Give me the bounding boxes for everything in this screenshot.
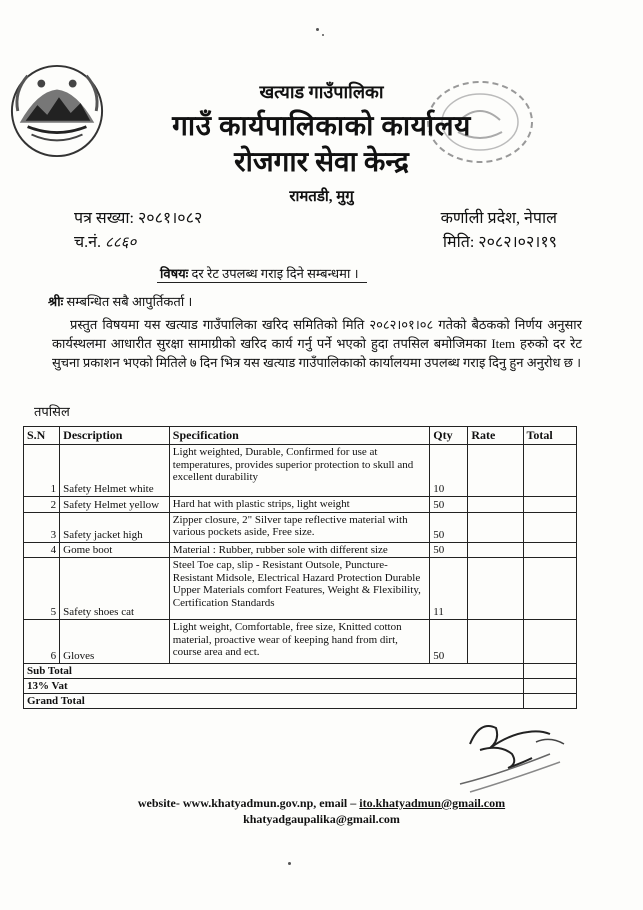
row-sn: 2 (24, 497, 60, 513)
grand-total-label: Grand Total (24, 694, 524, 709)
row-sn: 6 (24, 620, 60, 664)
vat-value (523, 679, 577, 694)
row-total (523, 558, 577, 620)
office-address: रामतडी, मुगु (289, 189, 354, 205)
footer-contact (0, 796, 643, 811)
row-rate (468, 542, 523, 558)
subtotal-value (523, 664, 577, 679)
row-specification: Zipper closure, 2" Silver tape reflective material with various pockets aside, Free size. (169, 512, 430, 542)
row-qty: 50 (430, 620, 468, 664)
scan-speck (322, 34, 324, 36)
row-sn: 3 (24, 512, 60, 542)
letter-date: मिति: २०८२।०२।१९ (442, 234, 557, 251)
header-sn: S.N (24, 427, 60, 445)
row-total (523, 542, 577, 558)
header-description: Description (60, 427, 170, 445)
subtotal-row (24, 664, 577, 679)
row-rate (468, 497, 523, 513)
header-rate: Rate (468, 427, 523, 445)
row-description: Safety jacket high (60, 512, 170, 542)
row-sn: 5 (24, 558, 60, 620)
vat-row (24, 679, 577, 694)
salutation (48, 292, 192, 310)
row-qty: 50 (430, 542, 468, 558)
body-paragraph: प्रस्तुत विषयमा यस खत्याड गाउँपालिका खरिद समितिको मिति २०८२।०१।०८ गतेको बैठकको निर्णय अनुसार कार्यस्थलमा आधारीत सुरक्षा सामाग्रीको खरिद कार्य गर्नु पर्ने भएको हुदा तपसिल बमोजिमका Item हरुको दर रेट सुचना प्रकाशन भएको मितिले ७ दिन भित्र यस खत्याड गाउँपालिकाको कार्यालयमा उपलब्ध गराइ दिनु हुन अनुरोध छ । (52, 317, 582, 370)
row-total (523, 620, 577, 664)
grand-total-value (523, 694, 577, 709)
salutation-label: श्रीः (48, 294, 64, 309)
employment-centre-name: रोजगार सेवा केन्द्र (234, 147, 409, 178)
row-qty: 10 (430, 445, 468, 497)
row-rate (468, 512, 523, 542)
row-specification: Material : Rubber, rubber sole with different size (169, 542, 430, 558)
row-specification: Hard hat with plastic strips, light weight (169, 497, 430, 513)
row-qty: 50 (430, 512, 468, 542)
reference-number: पत्र सख्या: २०८१।०८२ (74, 210, 203, 227)
row-description: Safety shoes cat (60, 558, 170, 620)
table-row (24, 497, 577, 513)
dispatch-number-value: ८८६० (105, 233, 137, 251)
row-total (523, 445, 577, 497)
table-header-row (24, 427, 577, 445)
row-description: Gloves (60, 620, 170, 664)
scan-speck (288, 862, 291, 865)
scan-speck (316, 28, 319, 31)
email-secondary[interactable]: khatyadgaupalika@gmail.com (243, 812, 400, 826)
subject-label: विषयः (160, 266, 189, 281)
row-rate (468, 558, 523, 620)
header-total: Total (523, 427, 577, 445)
municipality-name: खत्याड गाउँपालिका (259, 82, 384, 102)
table-row (24, 620, 577, 664)
province-name: कर्णाली प्रदेश, नेपाल (440, 210, 557, 227)
table-row (24, 445, 577, 497)
row-description: Gome boot (60, 542, 170, 558)
row-sn: 4 (24, 542, 60, 558)
email-primary[interactable]: ito.khatyadmun@gmail.com (359, 796, 506, 810)
grand-total-row (24, 694, 577, 709)
row-total (523, 512, 577, 542)
subtotal-label: Sub Total (24, 664, 524, 679)
header-specification: Specification (169, 427, 430, 445)
table-row (24, 542, 577, 558)
website-text: website- www.khatyadmun.gov.np, email – (137, 796, 360, 810)
vat-label: 13% Vat (24, 679, 524, 694)
row-specification: Light weighted, Durable, Confirmed for use at temperatures, provides superior protection to skull and excellent durability (169, 445, 430, 497)
office-name: गाउँ कार्यपालिकाको कार्यालय (172, 111, 471, 142)
subject-text: दर रेट उपलब्ध गराइ दिने सम्बन्धमा । (191, 266, 359, 281)
row-specification: Steel Toe cap, slip - Resistant Outsole, Puncture-Resistant Midsole, Electrical Hazard Protection Durable Upper Materials comfort Features, Weight & Flexibility, Certification Standards (169, 558, 430, 620)
dispatch-number (74, 230, 136, 252)
row-specification: Light weight, Comfortable, free size, Knitted cotton material, proactive wear of keeping hand from dirt, course area and ect. (169, 620, 430, 664)
dispatch-number-label: च.नं. (74, 234, 102, 251)
table-row (24, 512, 577, 542)
row-total (523, 497, 577, 513)
row-qty: 11 (430, 558, 468, 620)
header-qty: Qty (430, 427, 468, 445)
details-label: तपसिल (34, 404, 70, 419)
row-description: Safety Helmet yellow (60, 497, 170, 513)
row-rate (468, 620, 523, 664)
items-table (23, 426, 577, 709)
table-row (24, 558, 577, 620)
salutation-text: सम्बन्धित सबै आपुर्तिकर्ता । (66, 294, 193, 309)
row-sn: 1 (24, 445, 60, 497)
row-rate (468, 445, 523, 497)
row-description: Safety Helmet white (60, 445, 170, 497)
officer-signature-icon (440, 714, 580, 794)
row-qty: 50 (430, 497, 468, 513)
subject-underline (157, 282, 367, 283)
subject-line (160, 264, 359, 282)
